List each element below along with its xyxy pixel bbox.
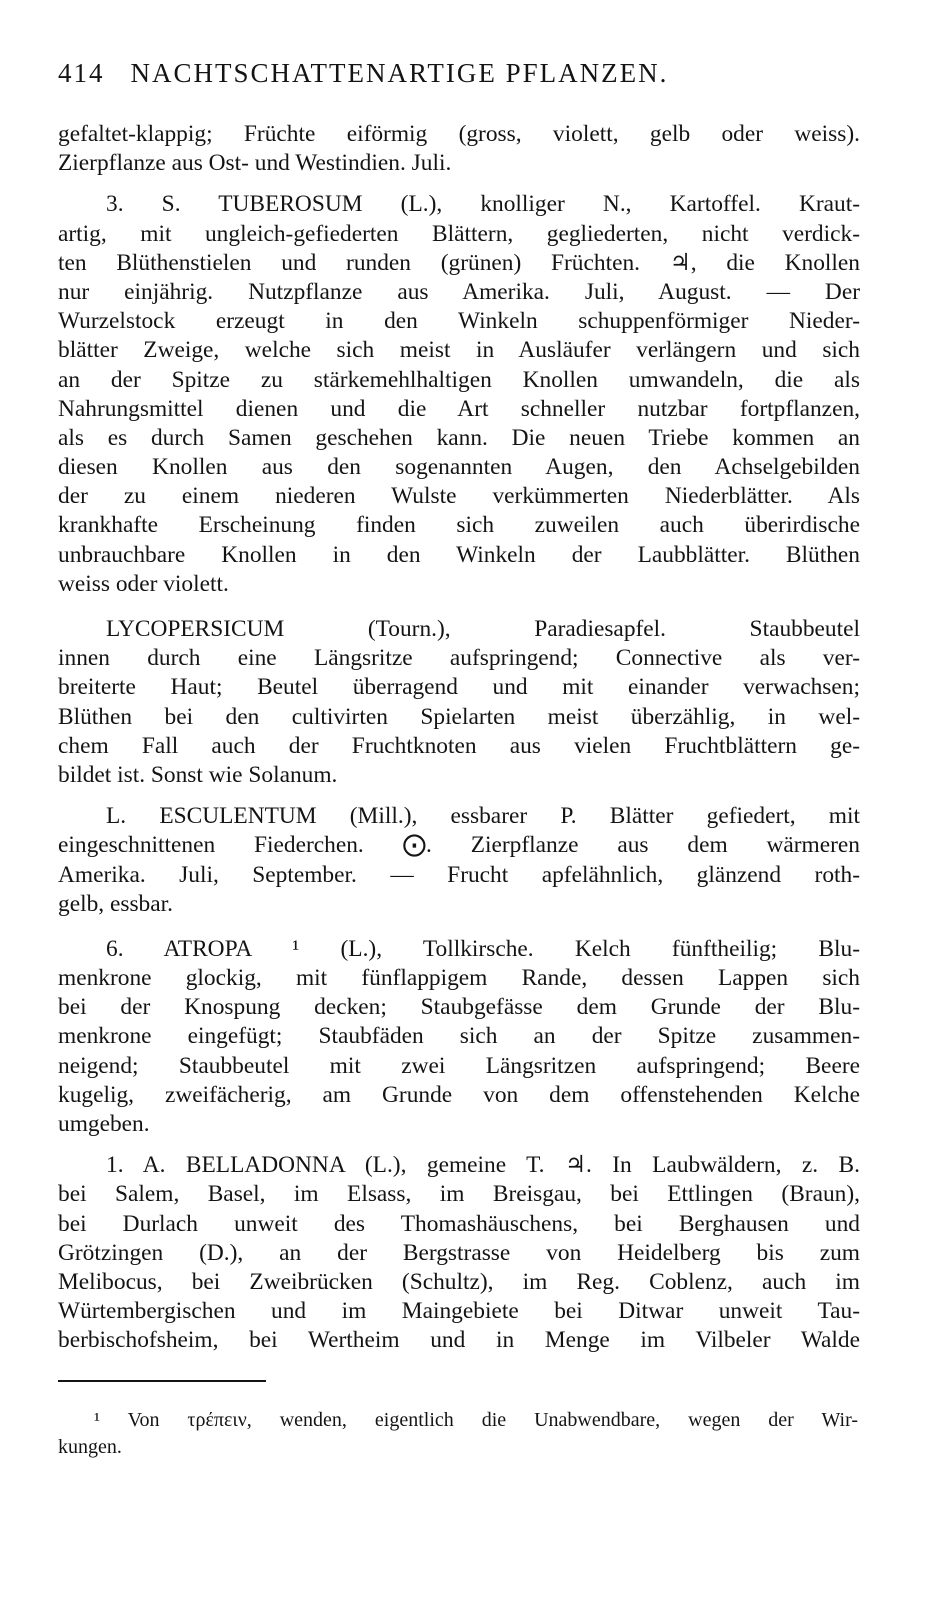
text-line: an der Spitze zu stärkemehlhaltigen Knollen umwandeln, die als bbox=[58, 366, 860, 393]
main-text bbox=[58, 120, 860, 1356]
text-line: der zu einem niederen Wulste verkümmerten Niederblätter. Als bbox=[58, 483, 860, 510]
text-line: Wurzelstock erzeugt in den Winkeln schuppenförmiger Nieder- bbox=[58, 308, 860, 335]
text-line: gelb, essbar. bbox=[58, 890, 173, 917]
text-line: diesen Knollen aus den sogenannten Augen, den Achselgebilden bbox=[58, 454, 860, 481]
text-line: L. ESCULENTUM (Mill.), essbarer P. Blätter gefiedert, mit bbox=[106, 803, 860, 830]
text-line: eingeschnittenen Fiederchen. ⨀. Zierpflanze aus dem wärmeren bbox=[58, 832, 860, 859]
text-line: unbrauchbare Knollen in den Winkeln der Laubblätter. Blüthen bbox=[58, 541, 860, 568]
text-line: Melibocus, bei Zweibrücken (Schultz), im Reg. Coblenz, auch im bbox=[58, 1268, 860, 1295]
footnote-line: ¹ Von τρέπειν, wenden, eigentlich die Unabwendbare, wegen der Wir- bbox=[94, 1409, 858, 1431]
page-number: 414 bbox=[58, 58, 105, 88]
text-line: artig, mit ungleich-gefiederten Blättern, gegliederten, nicht verdick- bbox=[58, 220, 860, 247]
text-line: blätter Zweige, welche sich meist in Ausläufer verlängern und sich bbox=[58, 337, 860, 364]
text-line: weiss oder violett. bbox=[58, 570, 229, 597]
text-line: Grötzingen (D.), an der Bergstrasse von Heidelberg bis zum bbox=[58, 1239, 860, 1266]
text-line: Blüthen bei den cultivirten Spielarten meist überzählig, in wel- bbox=[58, 703, 860, 730]
text-line: 3. S. TUBEROSUM (L.), knolliger N., Kartoffel. Kraut- bbox=[106, 191, 860, 218]
footnote-divider bbox=[58, 1380, 266, 1382]
text-line: bei Salem, Basel, im Elsass, im Breisgau, bei Ettlingen (Braun), bbox=[58, 1181, 860, 1208]
text-line: menkrone eingefügt; Staubfäden sich an der Spitze zusammen- bbox=[58, 1023, 860, 1050]
footnote-line: kungen. bbox=[58, 1436, 122, 1458]
text-line: nur einjährig. Nutzpflanze aus Amerika. Juli, August. — Der bbox=[58, 278, 860, 305]
text-line: kugelig, zweifächerig, am Grunde von dem offenstehenden Kelche bbox=[58, 1081, 860, 1108]
text-line: breiterte Haut; Beutel überragend und mit einander verwachsen; bbox=[58, 674, 860, 701]
text-line: Amerika. Juli, September. — Frucht apfelähnlich, glänzend roth- bbox=[58, 861, 860, 888]
text-line: innen durch eine Längsritze aufspringend; Connective als ver- bbox=[58, 645, 860, 672]
text-line: bildet ist. Sonst wie Solanum. bbox=[58, 761, 338, 788]
footnote bbox=[58, 1407, 858, 1461]
text-line: als es durch Samen geschehen kann. Die neuen Triebe kommen an bbox=[58, 424, 860, 451]
text-line: umgeben. bbox=[58, 1111, 150, 1137]
text-line: bei Durlach unweit des Thomashäuschens, bei Berghausen und bbox=[58, 1210, 860, 1237]
text-line: 6. ATROPA ¹ (L.), Tollkirsche. Kelch fünftheilig; Blu- bbox=[106, 935, 860, 962]
text-line: 1. A. BELLADONNA (L.), gemeine T. ♃. In Laubwäldern, z. B. bbox=[106, 1152, 860, 1179]
text-line: gefaltet-klappig; Früchte eiförmig (gross, violett, gelb oder weiss). bbox=[58, 121, 860, 147]
text-line: berbischofsheim, bei Wertheim und in Menge im Vilbeler Walde bbox=[58, 1327, 860, 1354]
text-line: neigend; Staubbeutel mit zwei Längsritzen aufspringend; Beere bbox=[58, 1052, 860, 1079]
text-line: Zierpflanze aus Ost- und Westindien. Juli. bbox=[58, 150, 452, 177]
text-line: Würtembergischen und im Maingebiete bei Ditwar unweit Tau- bbox=[58, 1298, 860, 1325]
running-header bbox=[58, 58, 858, 89]
text-line: bei der Knospung decken; Staubgefässe dem Grunde der Blu- bbox=[58, 994, 860, 1021]
text-line: menkrone glockig, mit fünflappigem Rande, dessen Lappen sich bbox=[58, 965, 860, 992]
text-line: Nahrungsmittel dienen und die Art schneller nutzbar fortpflanzen, bbox=[58, 395, 860, 422]
text-line: LYCOPERSICUM (Tourn.), Paradiesapfel. Staubbeutel bbox=[106, 616, 860, 642]
running-title: NACHTSCHATTENARTIGE PFLANZEN. bbox=[130, 58, 669, 88]
text-line: krankhafte Erscheinung finden sich zuweilen auch überirdische bbox=[58, 512, 860, 539]
text-line: chem Fall auch der Fruchtknoten aus vielen Fruchtblättern ge- bbox=[58, 732, 860, 759]
text-line: ten Blüthenstielen und runden (grünen) Früchten. ♃, die Knollen bbox=[58, 249, 860, 276]
